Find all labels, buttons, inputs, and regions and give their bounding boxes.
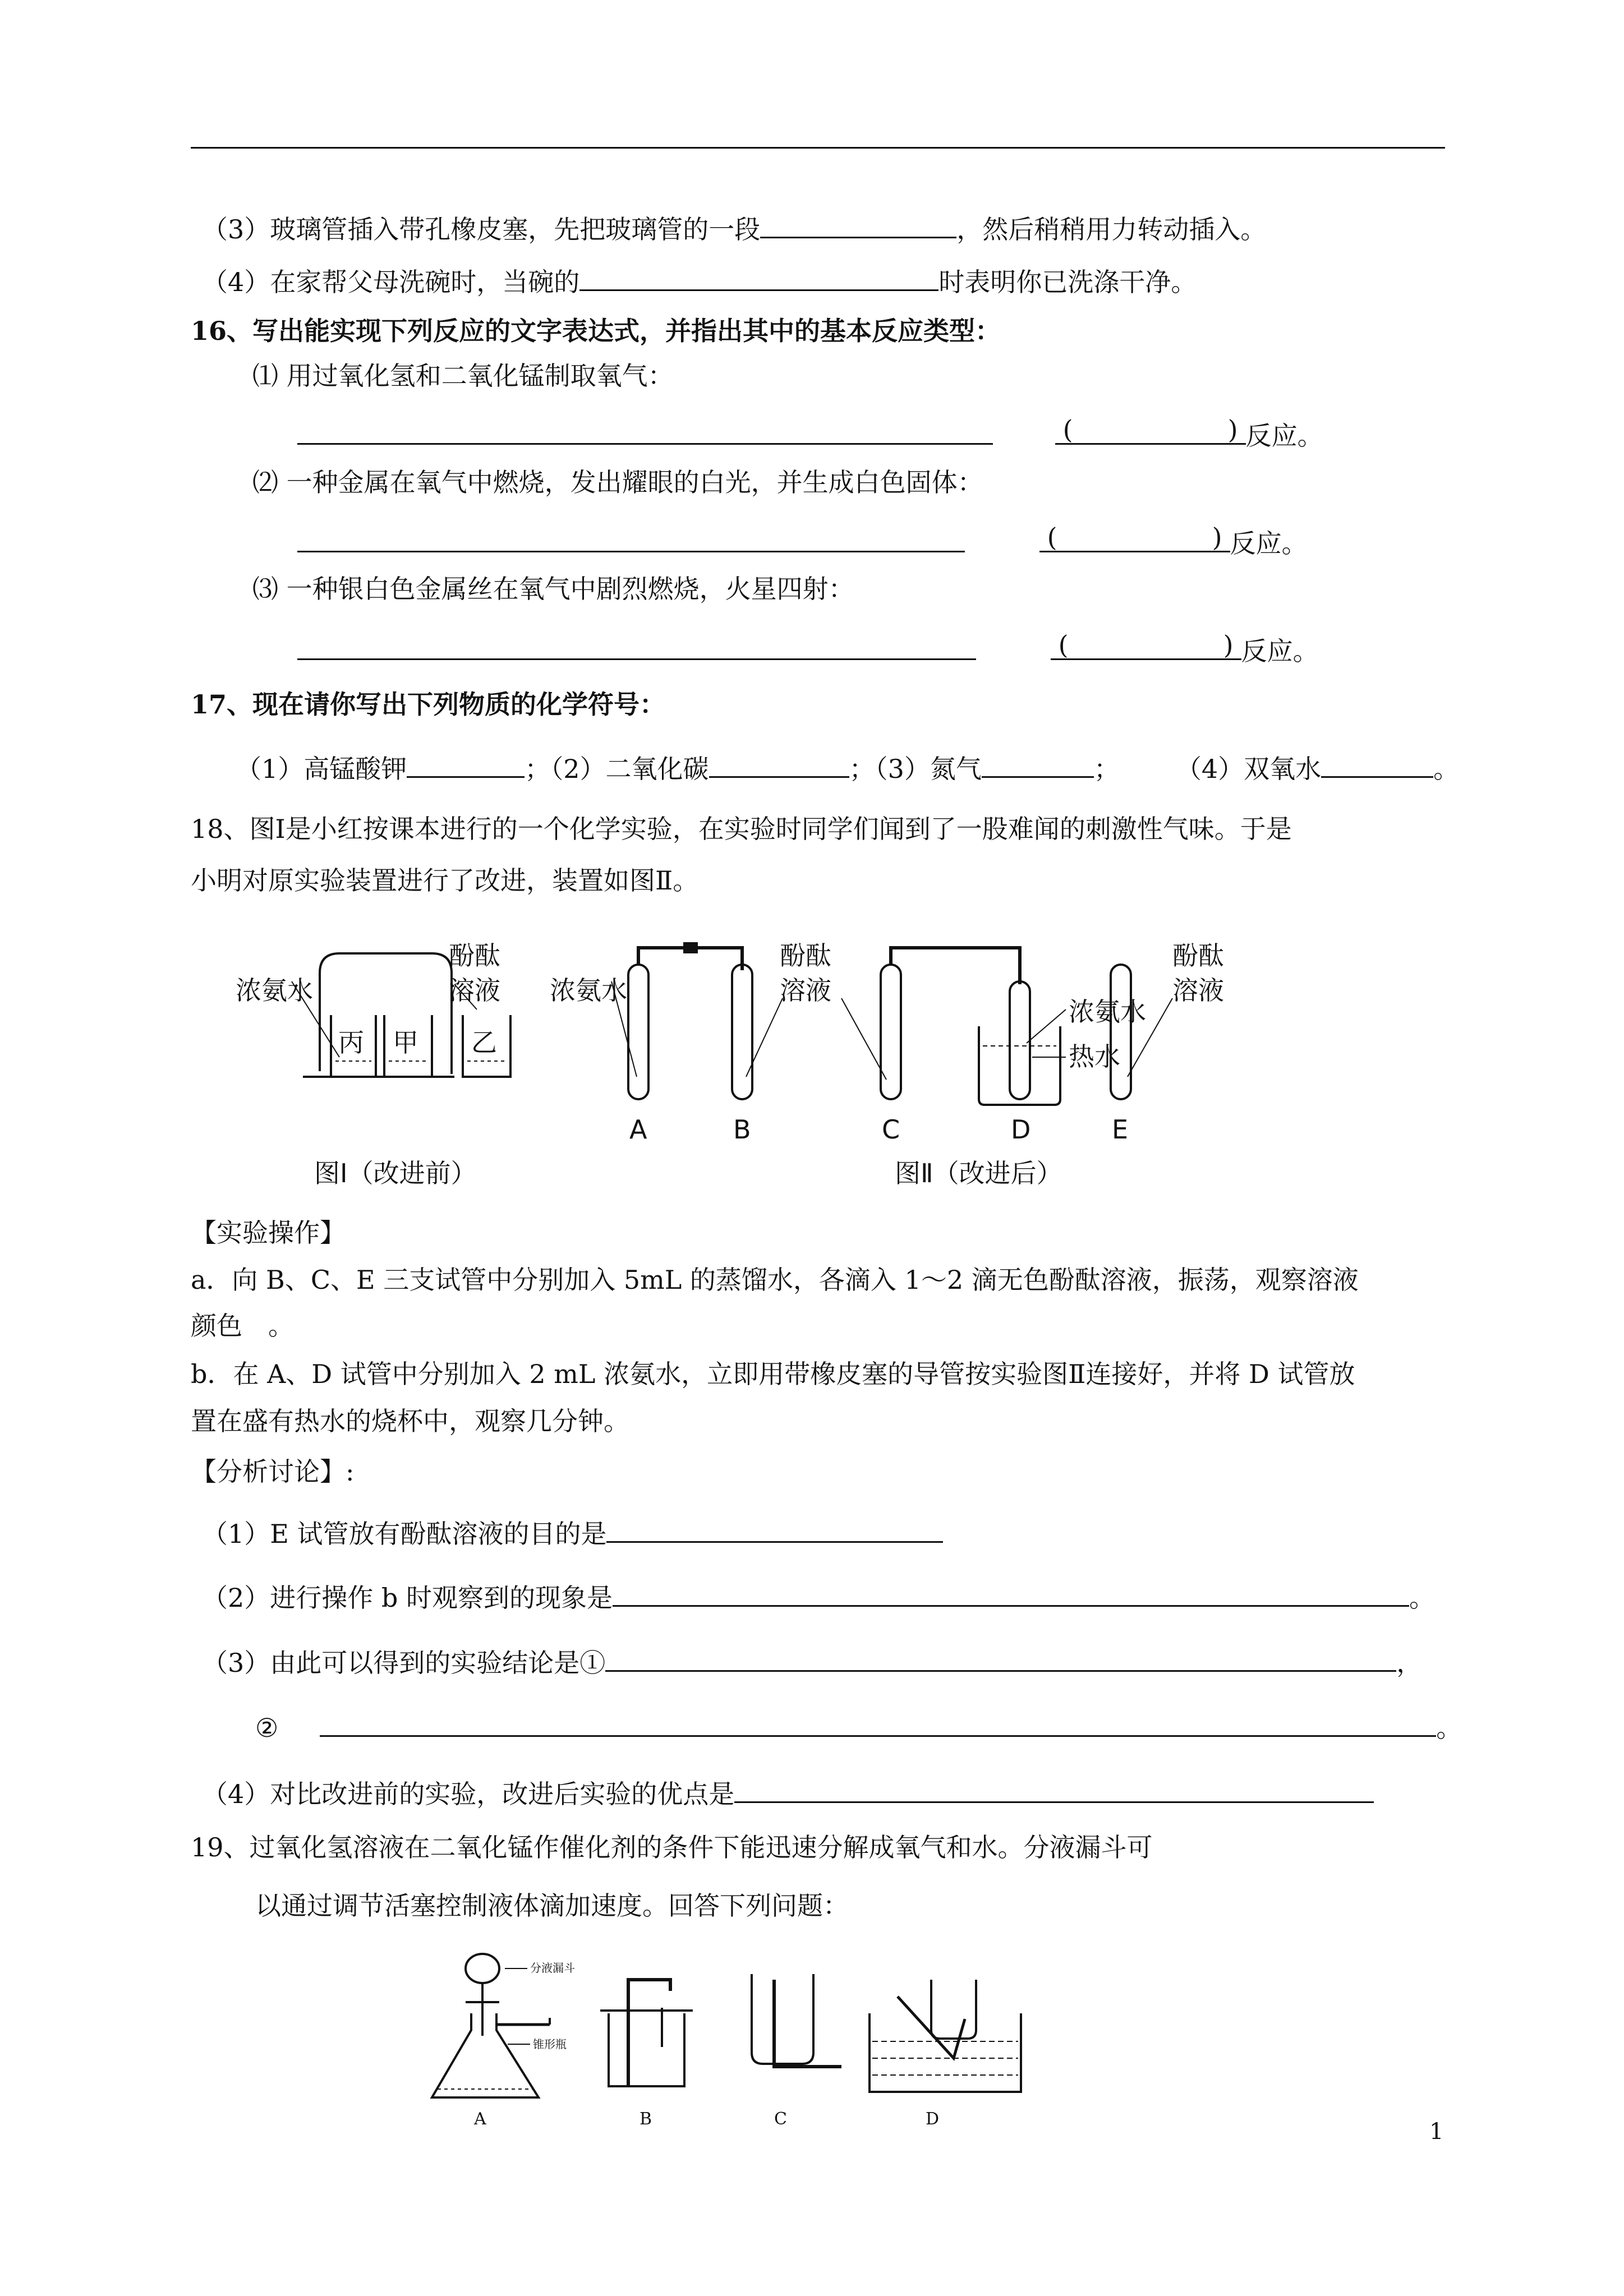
op-title: 【实验操作】 xyxy=(191,1218,346,1248)
answer-blank[interactable] xyxy=(760,212,956,238)
analysis-title: 【分析讨论】: xyxy=(191,1456,355,1487)
label-app-c: C xyxy=(774,2109,787,2129)
label-flask: 锥形瓶 xyxy=(533,2037,567,2051)
caption-figure-1: 图Ⅰ（改进前） xyxy=(314,1158,477,1188)
q19-line-1: 19、过氧化氢溶液在二氧化锰作催化剂的条件下能迅速分解成氧气和水。分液漏斗可 xyxy=(191,1832,1153,1862)
analysis-3: （3）由此可以得到的实验结论是① ， xyxy=(202,1645,1422,1680)
label-phenol-2b: 溶液 xyxy=(780,975,831,1006)
op-a-2: 颜色 。 xyxy=(191,1311,294,1341)
label-funnel: 分液漏斗 xyxy=(530,1961,575,1975)
analysis-1: （1）E 试管放有酚酞溶液的目的是 xyxy=(202,1516,943,1551)
answer-blank[interactable] xyxy=(605,1645,1396,1672)
connecting-tube-cd xyxy=(891,948,1020,984)
q16-item3-answer: ( )反应。 xyxy=(297,634,1319,668)
hot-water-beaker xyxy=(979,1026,1060,1105)
answer-blank[interactable] xyxy=(297,418,993,445)
q16-item1-label: ⑴ 用过氧化氢和二氧化锰制取氧气： xyxy=(252,361,674,391)
reaction-type-blank[interactable] xyxy=(1051,634,1241,660)
reaction-type-blank[interactable] xyxy=(1055,418,1246,445)
label-tube-c: C xyxy=(882,1114,900,1145)
gas-bottle-c xyxy=(752,1974,813,2064)
label-ammonia-1: 浓氨水 xyxy=(236,975,313,1006)
answer-blank[interactable] xyxy=(709,751,849,778)
q16-item1-answer: ( )反应。 xyxy=(297,418,1323,453)
q16-item2-answer: ( )反应。 xyxy=(297,526,1308,560)
label-ammonia-2: 浓氨水 xyxy=(550,975,627,1006)
tube-c xyxy=(881,965,901,1099)
analysis-3b: ② 。 xyxy=(255,1711,1462,1745)
label-jia: 甲 xyxy=(393,1027,418,1058)
q18-intro-2: 小明对原实验装置进行了改进，装置如图Ⅱ。 xyxy=(191,865,699,896)
label-phenol-2a: 酚酞 xyxy=(780,940,831,971)
label-tube-a: A xyxy=(629,1114,647,1145)
header-rule xyxy=(191,147,1445,149)
q17-items: （1）高锰酸钾 ；（2）二氧化碳 ；（3）氮气 ； （4）双氧水 。 xyxy=(236,751,1459,786)
label-app-a: A xyxy=(474,2109,486,2129)
answer-blank[interactable] xyxy=(297,526,965,552)
label-phenol-1a: 酚酞 xyxy=(449,940,500,971)
water-trough-d xyxy=(869,2013,1021,2092)
answer-blank[interactable] xyxy=(407,751,525,778)
answer-blank[interactable] xyxy=(606,1516,943,1543)
q15-part3: （3）玻璃管插入带孔橡皮塞，先把玻璃管的一段 ，然后稍稍用力转动插入。 xyxy=(202,212,1266,246)
separatory-funnel xyxy=(466,1954,499,1983)
label-phenol-3b: 溶液 xyxy=(1172,975,1224,1006)
page-number: 1 xyxy=(1429,2119,1444,2145)
tube-b xyxy=(732,965,752,1099)
label-app-d: D xyxy=(926,2109,940,2129)
answer-blank[interactable] xyxy=(982,751,1094,778)
answer-blank[interactable] xyxy=(320,1711,1436,1737)
gas-bottle-b xyxy=(609,2013,684,2086)
answer-blank[interactable] xyxy=(734,1777,1374,1803)
label-tube-b: B xyxy=(733,1114,751,1145)
label-yi: 乙 xyxy=(471,1027,497,1058)
analysis-4: （4）对比改进前的实验，改进后实验的优点是 xyxy=(202,1777,1374,1811)
label-tube-e: E xyxy=(1112,1114,1129,1145)
label-phenol-1b: 溶液 xyxy=(449,975,500,1006)
tube-d xyxy=(1010,981,1030,1099)
answer-blank[interactable] xyxy=(579,265,938,291)
answer-blank[interactable] xyxy=(613,1580,1409,1607)
label-phenol-3a: 酚酞 xyxy=(1172,940,1224,971)
q19-line-2: 以通过调节活塞控制液体滴加速度。回答下列问题： xyxy=(255,1891,849,1921)
label-app-b: B xyxy=(640,2109,652,2129)
q17-title: 17、现在请你写出下列物质的化学符号： xyxy=(191,689,666,720)
answer-blank[interactable] xyxy=(1321,751,1433,778)
apparatus-figure xyxy=(415,1946,1200,2131)
tube-a xyxy=(628,965,648,1099)
op-a-1: a．向 B、C、E 三支试管中分别加入 5mL 的蒸馏水，各滴入 1～2 滴无色酚酞溶液，振荡，观察溶液 xyxy=(191,1265,1359,1295)
label-hot-water: 热水 xyxy=(1069,1041,1120,1072)
caption-figure-2: 图Ⅱ（改进后） xyxy=(895,1158,1062,1188)
op-b-2: 置在盛有热水的烧杯中，观察几分钟。 xyxy=(191,1406,629,1436)
reaction-type-blank[interactable] xyxy=(1039,526,1230,552)
tube-e xyxy=(1111,965,1131,1099)
analysis-2: （2）进行操作 b 时观察到的现象是 。 xyxy=(202,1580,1435,1615)
label-bing: 丙 xyxy=(338,1027,364,1058)
q16-item2-label: ⑵ 一种金属在氧气中燃烧，发出耀眼的白光，并生成白色固体： xyxy=(252,467,983,497)
q16-title: 16、写出能实现下列反应的文字表达式，并指出其中的基本反应类型： xyxy=(191,316,1001,346)
label-ammonia-3: 浓氨水 xyxy=(1069,997,1146,1027)
answer-blank[interactable] xyxy=(297,634,976,660)
q18-intro-1: 18、图Ⅰ是小红按课本进行的一个化学实验，在实验时同学们闻到了一股难闻的刺激性气味。于是 xyxy=(191,814,1292,844)
q16-item3-label: ⑶ 一种银白色金属丝在氧气中剧烈燃烧，火星四射： xyxy=(252,574,854,604)
op-b-1: b．在 A、D 试管中分别加入 2 mL 浓氨水，立即用带橡皮塞的导管按实验图Ⅱ连接好，并将 D 试管放 xyxy=(191,1359,1355,1389)
q15-part4: （4）在家帮父母洗碗时，当碗的 时表明你已洗涤干净。 xyxy=(202,265,1197,299)
experiment-figure-1-2 xyxy=(224,931,1301,1200)
label-tube-d: D xyxy=(1011,1114,1031,1145)
